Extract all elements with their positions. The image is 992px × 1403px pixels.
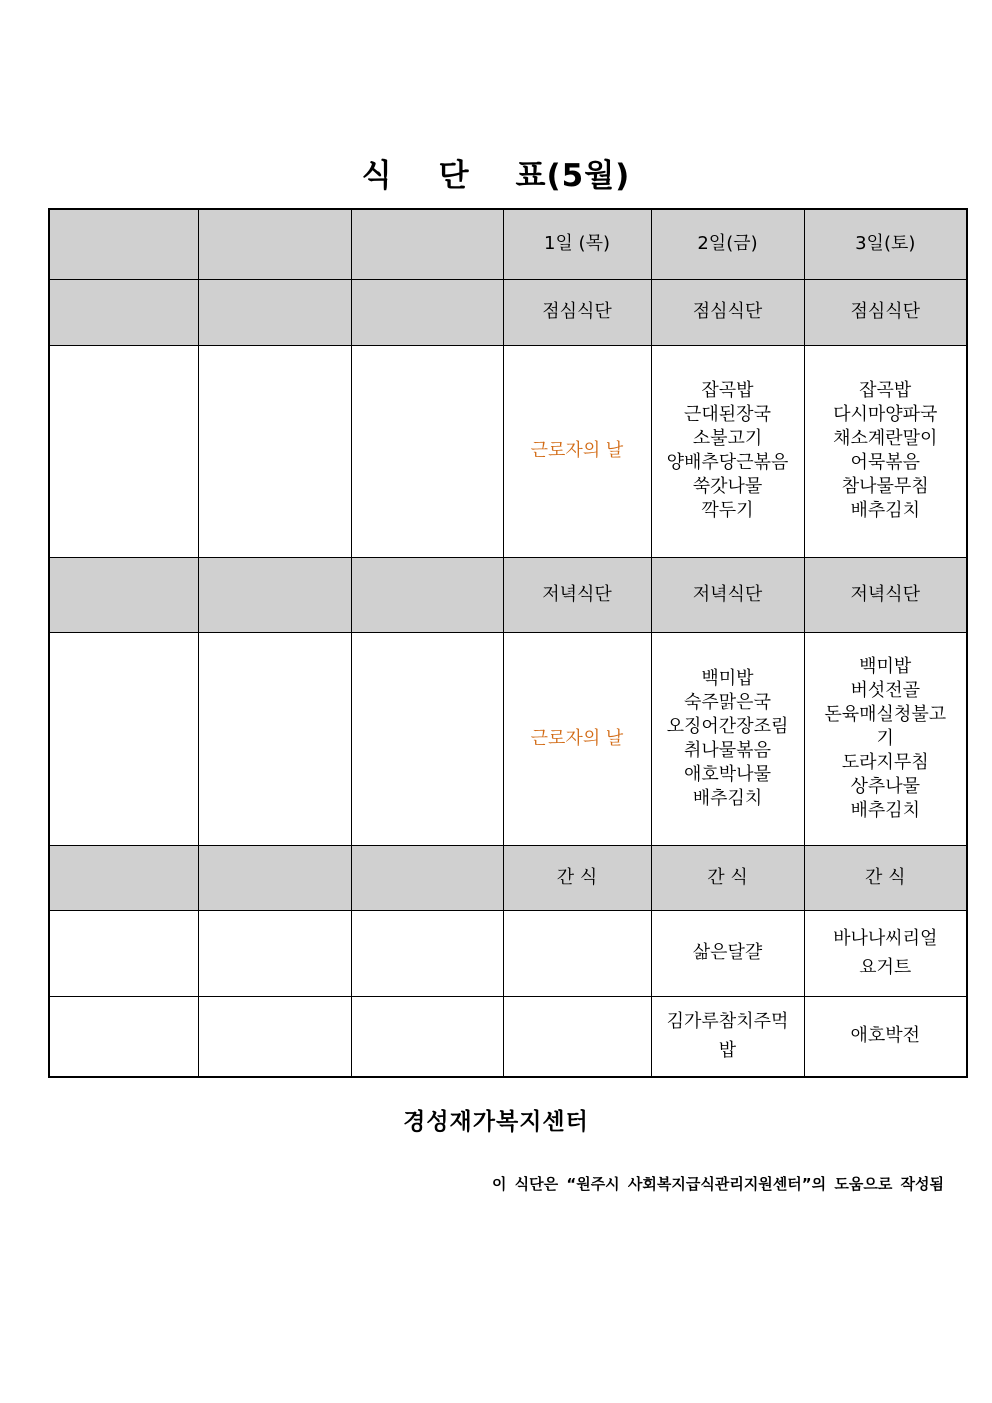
snack2-day3: [804, 996, 967, 1077]
lunch-day1-holiday: 근로자의 날: [503, 345, 651, 557]
dinner-day3-menu: [804, 632, 967, 845]
menu-item: 애호박나물: [684, 763, 771, 785]
dinner-label-day1: 저녁식단: [503, 557, 651, 632]
menu-item: 취나물볶음: [684, 739, 771, 761]
source-note: 이 식단은 “원주시 사회복지급식관리지원센터”의 도움으로 작성됨: [491, 1175, 944, 1193]
lunch-label-day1: 점심식단: [503, 279, 651, 345]
menu-item: 백미밥: [701, 667, 754, 689]
menu-item: 근대된장국: [684, 404, 771, 425]
dinner-menu-row: [49, 632, 967, 845]
title-part-1: 식: [361, 158, 393, 194]
lunch-header-row: [49, 279, 967, 345]
title-part-3: 표(5월): [515, 158, 631, 194]
snack-header-row: [49, 845, 967, 910]
menu-item: 오징어간장조림: [666, 715, 789, 737]
dinner-header-row: [49, 557, 967, 632]
menu-item: 돈육매실청불고: [824, 703, 947, 725]
menu-item: 참나물무침: [841, 476, 929, 497]
snack-row-2: [49, 996, 967, 1077]
page-title: [0, 150, 992, 195]
title-part-2: 단: [438, 158, 470, 194]
center-name: 경성재가복지센터: [403, 1109, 589, 1135]
snack-label-day1: 간 식: [503, 845, 651, 910]
menu-item: 밥: [718, 1040, 737, 1062]
snack-row-1: [49, 910, 967, 996]
menu-item: 버섯전골: [850, 679, 921, 701]
snack1-day3: [804, 910, 967, 996]
snack-label-day2: 간 식: [651, 845, 804, 910]
menu-item: 쑥갓나물: [692, 476, 763, 497]
dinner-label-day3: 저녁식단: [804, 557, 967, 632]
dinner-day2-menu: [651, 632, 804, 845]
lunch-label-day2: 점심식단: [651, 279, 804, 345]
menu-item: 잡곡밥: [701, 380, 754, 401]
menu-item: 배추김치: [850, 799, 921, 821]
snack1-day2: [651, 910, 804, 996]
menu-item: 삶은달걀: [692, 942, 763, 963]
dinner-label-day2: 저녁식단: [651, 557, 804, 632]
menu-item: 기: [876, 727, 894, 749]
menu-item: 양배추당근볶음: [666, 452, 789, 473]
day-2-header: 2일(금): [651, 209, 804, 279]
menu-item: 바나나씨리얼: [833, 928, 938, 949]
dinner-day1-holiday: 근로자의 날: [503, 632, 651, 845]
menu-item: 김가루참치주먹: [666, 1011, 789, 1033]
lunch-day2-menu: [651, 345, 804, 557]
lunch-menu-row: [49, 345, 967, 557]
menu-item: 도라지무침: [841, 751, 929, 773]
day-header-row: [49, 209, 967, 279]
menu-item: 배추김치: [850, 500, 921, 521]
menu-item: 애호박전: [850, 1025, 921, 1047]
menu-item: 백미밥: [859, 655, 912, 677]
menu-item: 소불고기: [692, 428, 763, 449]
day-3-header: 3일(토): [804, 209, 967, 279]
snack2-day2: [651, 996, 804, 1077]
lunch-day3-menu: [804, 345, 967, 557]
menu-item: 어묵볶음: [850, 452, 921, 473]
snack-label-day3: 간 식: [804, 845, 967, 910]
menu-item: 상추나물: [850, 775, 921, 797]
menu-item: 요거트: [859, 957, 912, 978]
lunch-label-day3: 점심식단: [804, 279, 967, 345]
menu-item: 채소계란말이: [833, 428, 938, 449]
menu-item: 잡곡밥: [859, 380, 912, 401]
menu-item: 배추김치: [692, 787, 763, 809]
menu-item: 숙주맑은국: [684, 691, 771, 713]
day-1-header: 1일 (목): [503, 209, 651, 279]
menu-item: 깍두기: [701, 500, 754, 521]
meal-table: [48, 208, 968, 1078]
menu-item: 다시마양파국: [833, 404, 938, 425]
